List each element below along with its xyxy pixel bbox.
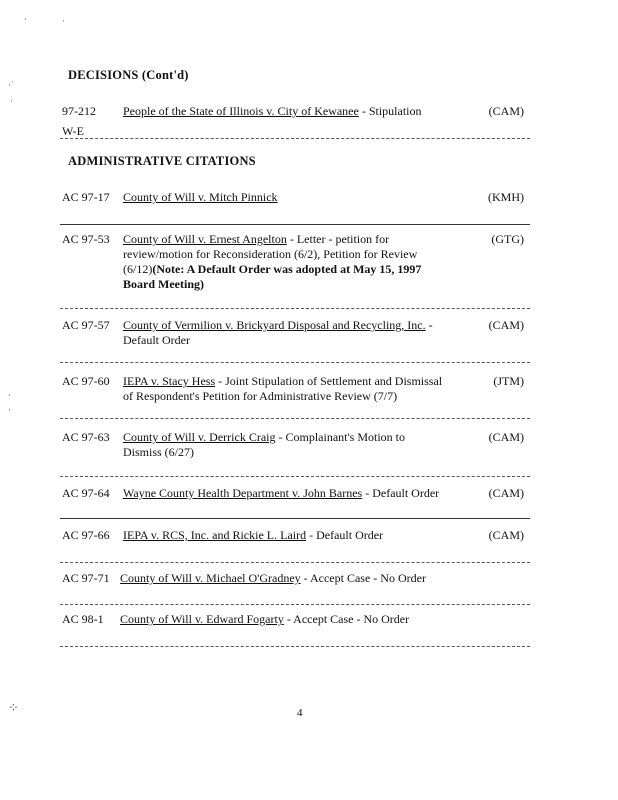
case-title: People of the State of Illinois v. City of Kewanee — [123, 104, 359, 118]
case-body — [120, 612, 470, 627]
case-number: AC 97-53 — [62, 232, 110, 246]
case-initials: (GTG) — [491, 232, 524, 246]
citation-entry — [62, 374, 532, 406]
citation-entry — [62, 190, 532, 210]
case-description: - Default Order — [306, 528, 384, 542]
case-number: AC 97-17 — [62, 190, 110, 204]
case-description: - Accept Case - No Order — [300, 571, 426, 585]
case-body — [123, 528, 473, 543]
case-initials: (CAM) — [488, 486, 524, 500]
case-body — [123, 374, 453, 404]
case-description: - Joint Stipulation of Settlement and Dismissal of Respondent's Petition for Administrative Review (7/7) — [123, 374, 443, 403]
scan-speck: · — [62, 16, 65, 26]
case-number: AC 97-60 — [62, 374, 110, 388]
divider — [60, 562, 530, 563]
case-body — [123, 430, 423, 460]
case-note: (Note: A Default Order was adopted at May 15, 1997 Board Meeting) — [123, 262, 422, 291]
case-description: - Complainant's Motion to Dismiss (6/27) — [123, 430, 405, 459]
scan-speck: ⁘ — [8, 700, 19, 715]
divider — [60, 138, 530, 139]
case-initials: (CAM) — [488, 318, 524, 332]
divider — [60, 308, 530, 309]
case-number: AC 97-64 — [62, 486, 110, 500]
decision-entry — [62, 104, 532, 138]
case-body — [123, 486, 473, 501]
case-number: AC 97-63 — [62, 430, 110, 444]
case-title: IEPA v. Stacy Hess — [123, 374, 216, 388]
citation-entry — [62, 612, 532, 630]
case-number: 97-212 — [62, 104, 96, 118]
divider — [60, 604, 530, 605]
divider — [60, 646, 530, 647]
case-title: County of Will v. Mitch Pinnick — [123, 190, 278, 204]
case-body — [123, 104, 483, 119]
page-number: 4 — [297, 707, 303, 719]
citation-entry — [62, 318, 532, 350]
case-initials: (KMH) — [488, 190, 524, 204]
case-body — [123, 190, 473, 205]
case-title: County of Vermilion v. Brickyard Disposal and Recycling, Inc. — [123, 318, 426, 332]
case-description: - Stipulation — [358, 104, 422, 118]
case-number-suffix: W-E — [62, 124, 84, 138]
case-title: County of Will v. Michael O'Gradney — [120, 571, 301, 585]
citation-entry — [62, 430, 532, 462]
case-title: County of Will v. Derrick Craig — [123, 430, 276, 444]
case-initials: (CAM) — [488, 528, 524, 542]
case-number: AC 98-1 — [62, 612, 104, 626]
scan-speck: · — [10, 96, 13, 106]
scan-speck: · — [8, 390, 11, 400]
citation-entry — [62, 571, 532, 589]
divider — [60, 224, 530, 225]
case-number: AC 97-66 — [62, 528, 110, 542]
case-description: - Accept Case - No Order — [283, 612, 410, 626]
divider — [60, 362, 530, 363]
scan-speck: · — [24, 14, 27, 24]
citation-entry — [62, 528, 532, 546]
case-initials: (CAM) — [488, 104, 524, 118]
scan-speck: ·˙ — [8, 80, 14, 90]
case-initials: (CAM) — [488, 430, 524, 444]
case-description: - Letter - petition for review/motion for Reconsideration (6/2), Petition for Review (6/12) — [123, 232, 418, 276]
citation-entry — [62, 486, 532, 504]
citation-entry — [62, 232, 532, 294]
case-description: - Default Order — [123, 318, 433, 347]
case-body — [120, 571, 470, 586]
case-description: - Default Order — [362, 486, 440, 500]
case-initials: (JTM) — [493, 374, 524, 388]
section-heading-decisions: DECISIONS (Cont'd) — [68, 68, 189, 82]
case-body — [123, 232, 448, 292]
divider — [60, 476, 530, 477]
case-title: Wayne County Health Department v. John Barnes — [123, 486, 363, 500]
divider — [60, 418, 530, 419]
case-title: IEPA v. RCS, Inc. and Rickie L. Laird — [123, 528, 307, 542]
case-body — [123, 318, 448, 348]
scan-speck: · — [8, 405, 11, 415]
case-number: AC 97-71 — [62, 571, 110, 585]
case-title: County of Will v. Ernest Angelton — [123, 232, 287, 246]
section-heading-administrative-citations: ADMINISTRATIVE CITATIONS — [68, 154, 256, 168]
divider — [60, 518, 530, 519]
case-title: County of Will v. Edward Fogarty — [120, 612, 284, 626]
case-number: AC 97-57 — [62, 318, 110, 332]
